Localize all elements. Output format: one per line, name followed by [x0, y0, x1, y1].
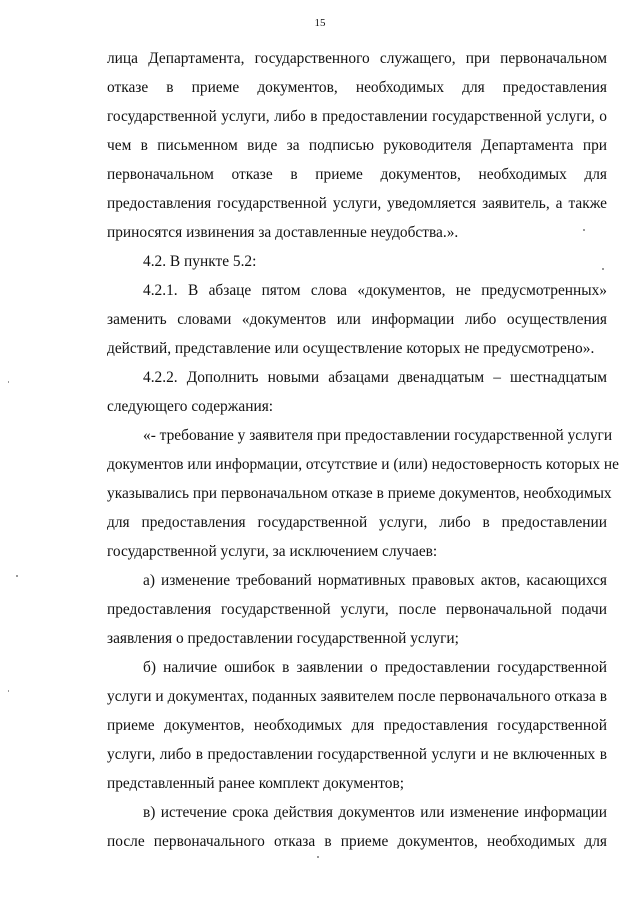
scan-speck [16, 575, 18, 577]
text-line: 4.2. В пункте 5.2: [143, 253, 257, 270]
text-line: предоставления государственной услуги, после первоначальной подачи [107, 601, 607, 618]
scan-speck [317, 856, 319, 858]
document-body [107, 44, 619, 856]
scan-speck [8, 690, 9, 692]
text-line: указывались при первоначальном отказе в приеме документов, необходимых [107, 485, 612, 502]
text-line: заменить словами «документов или информации либо осуществления [107, 311, 607, 328]
scan-speck [583, 229, 585, 231]
text-line: после первоначального отказа в приеме документов, необходимых для [107, 833, 607, 850]
text-line: чем в письменном виде за подписью руководителя Департамента при [107, 137, 607, 154]
text-line: услуги, либо в предоставлении государственной услуги и не включенных в [107, 746, 607, 763]
text-line: 4.2.2. Дополнить новыми абзацами двенадцатым – шестнадцатым [143, 369, 607, 386]
text-line: приносятся извинения за доставленные неудобства.». [107, 224, 459, 241]
scan-speck [8, 381, 9, 383]
text-line: документов или информации, отсутствие и (или) недостоверность которых не [107, 456, 619, 473]
text-line: действий, представление или осуществление которых не предусмотрено». [107, 340, 595, 357]
text-line: а) изменение требований нормативных правовых актов, касающихся [143, 572, 607, 589]
text-line: государственной услуги, либо в предоставлении государственной услуги, о [107, 108, 607, 125]
text-line: лица Департамента, государственного служащего, при первоначальном [107, 50, 607, 67]
text-line: услуги и документах, поданных заявителем после первоначального отказа в [107, 688, 607, 705]
text-line: для предоставления государственной услуги, либо в предоставлении [107, 514, 607, 531]
text-line: приеме документов, необходимых для предоставления государственной [107, 717, 607, 734]
text-line: «- требование у заявителя при предоставлении государственной услуги [143, 427, 613, 444]
text-line: предоставления государственной услуги, уведомляется заявитель, а также [107, 195, 607, 212]
text-line: государственной услуги, за исключением случаев: [107, 543, 438, 560]
text-line: представленный ранее комплект документов; [107, 775, 404, 792]
page-number: 15 [314, 17, 326, 29]
scan-speck [602, 268, 604, 270]
text-line: первоначальном отказе в приеме документов, необходимых для [107, 166, 607, 183]
text-line: 4.2.1. В абзаце пятом слова «документов, не предусмотренных» [143, 282, 607, 299]
text-line: заявления о предоставлении государственной услуги; [107, 630, 459, 647]
text-line: б) наличие ошибок в заявлении о предоставлении государственной [143, 659, 607, 676]
text-line: в) истечение срока действия документов или изменение информации [143, 804, 607, 821]
text-line: следующего содержания: [107, 398, 274, 415]
text-line: отказе в приеме документов, необходимых для предоставления [107, 79, 607, 96]
